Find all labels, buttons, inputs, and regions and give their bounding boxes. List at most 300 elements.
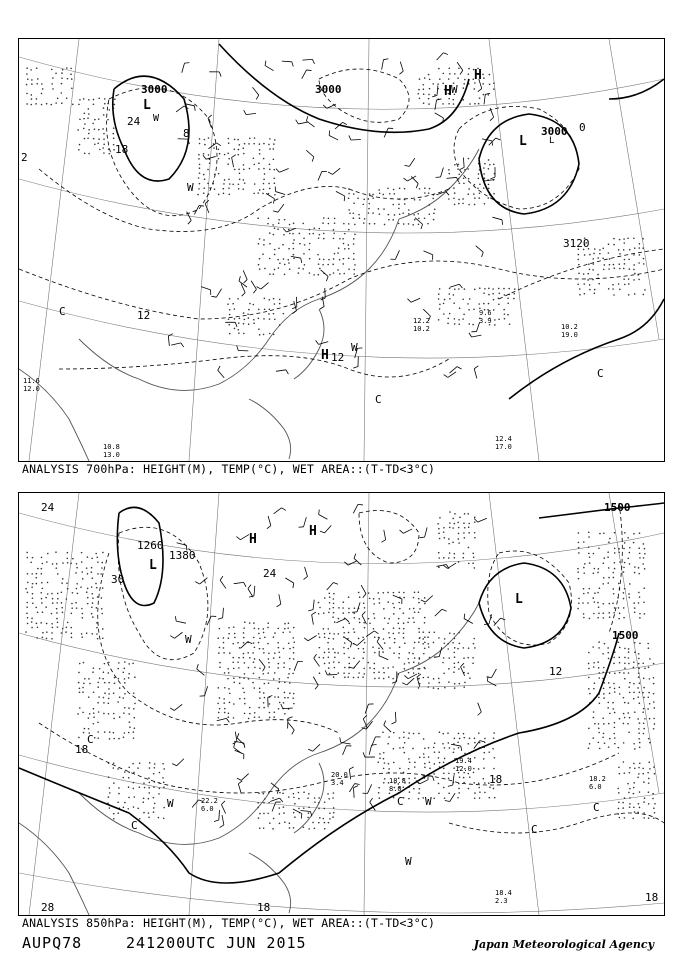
wet-dot: [453, 187, 455, 189]
warm-center: W: [451, 83, 458, 96]
wet-dot: [254, 712, 256, 714]
wind-barb: [336, 191, 345, 196]
wet-dot: [264, 268, 266, 270]
wet-dot: [428, 98, 430, 100]
wet-dot: [633, 661, 635, 663]
wind-barb-flag: [253, 289, 256, 293]
wind-barb: [353, 504, 358, 513]
wind-barb: [384, 530, 386, 540]
wind-barb-flag: [238, 781, 242, 784]
wind-barb-flag: [345, 619, 349, 622]
wind-barb: [367, 784, 371, 793]
wet-dot: [62, 628, 64, 630]
wet-dot: [283, 234, 285, 236]
wet-dot: [228, 158, 230, 160]
wet-dot: [277, 688, 279, 690]
wet-dot: [398, 618, 400, 620]
wet-dot: [507, 314, 509, 316]
wind-barb: [176, 106, 184, 112]
wet-dot: [36, 98, 38, 100]
wet-dot: [477, 187, 479, 189]
wet-dot: [638, 567, 640, 569]
wet-dot: [614, 673, 616, 675]
wet-dot: [337, 633, 339, 635]
wind-barb-flag: [283, 228, 286, 232]
wet-dot: [288, 673, 290, 675]
wet-dot: [439, 308, 441, 310]
wet-dot: [263, 632, 265, 634]
wet-dot: [338, 607, 340, 609]
wet-dot: [289, 631, 291, 633]
wet-dot: [429, 768, 431, 770]
wind-barb-flag: [354, 786, 359, 788]
wet-dot: [128, 777, 130, 779]
wet-dot: [57, 598, 59, 600]
wet-dot: [412, 617, 414, 619]
wet-dot: [51, 623, 53, 625]
wet-dot: [428, 192, 430, 194]
wet-dot: [368, 198, 370, 200]
wet-dot: [438, 319, 440, 321]
wet-dot: [103, 133, 105, 135]
wet-dot: [448, 681, 450, 683]
wet-dot: [643, 801, 645, 803]
map-850hpa: [18, 492, 665, 916]
wet-dot: [488, 288, 490, 290]
wet-dot: [383, 638, 385, 640]
wet-dot: [454, 666, 456, 668]
wind-barb-flag: [320, 307, 324, 310]
wet-dot: [418, 218, 420, 220]
wet-dot: [91, 593, 93, 595]
wet-dot: [473, 638, 475, 640]
wet-dot: [423, 88, 425, 90]
wet-dot: [42, 637, 44, 639]
wet-dot: [294, 803, 296, 805]
wet-dot: [98, 696, 100, 698]
wet-dot: [149, 782, 151, 784]
wet-dot: [363, 602, 365, 604]
wet-dot: [229, 652, 231, 654]
wet-dot: [203, 192, 205, 194]
wet-dot: [259, 648, 261, 650]
wet-dot: [274, 194, 276, 196]
wet-dot: [348, 623, 350, 625]
wet-dot: [638, 767, 640, 769]
wet-dot: [133, 731, 135, 733]
wet-dot: [128, 797, 130, 799]
wet-dot: [42, 632, 44, 634]
wet-dot: [458, 164, 460, 166]
wet-dot: [264, 298, 266, 300]
wet-dot: [61, 602, 63, 604]
wet-dot: [613, 593, 615, 595]
graticule: [19, 493, 664, 915]
wet-dot: [474, 197, 476, 199]
wind-barb-flag: [211, 296, 216, 297]
wet-dot: [26, 552, 28, 554]
wind-barb: [176, 621, 186, 623]
wet-dot: [469, 298, 471, 300]
wet-dot: [457, 522, 459, 524]
wet-dot: [32, 557, 34, 559]
wet-dot: [268, 144, 270, 146]
wind-barb-flag: [478, 89, 482, 92]
wind-barb: [395, 712, 396, 722]
cold-center: C: [531, 823, 538, 836]
wind-barb: [259, 659, 265, 667]
wet-dot: [253, 322, 255, 324]
wet-dot: [288, 622, 290, 624]
wet-dot: [26, 606, 28, 608]
wet-dot: [242, 687, 244, 689]
wet-dot: [642, 711, 644, 713]
wet-dot: [108, 662, 110, 664]
wet-dot: [101, 608, 103, 610]
wet-dot: [438, 298, 440, 300]
wet-dot: [66, 626, 68, 628]
wet-dot: [588, 668, 590, 670]
wet-dot: [32, 583, 34, 585]
wet-dot: [228, 187, 230, 189]
wet-dot: [609, 616, 611, 618]
wet-dot: [333, 232, 335, 234]
wet-dot: [478, 197, 480, 199]
wet-dot: [449, 527, 451, 529]
wet-dot: [338, 618, 340, 620]
wind-barb-flag: [349, 767, 353, 769]
wet-dot: [273, 143, 275, 145]
wet-dot: [624, 588, 626, 590]
wet-dot: [493, 88, 495, 90]
wet-dot: [577, 568, 579, 570]
wet-dot: [649, 718, 651, 720]
wet-dot: [27, 573, 29, 575]
wet-dot: [454, 687, 456, 689]
wind-barb-flag: [383, 59, 388, 60]
wind-barb-flag: [363, 594, 366, 598]
wet-dot: [618, 766, 620, 768]
wet-dot: [424, 603, 426, 605]
cold-center: C: [375, 393, 382, 406]
wind-barb-flag: [459, 284, 462, 288]
wet-dot: [244, 182, 246, 184]
wet-dot: [66, 67, 68, 69]
wet-dot: [578, 542, 580, 544]
wet-dot: [287, 259, 289, 261]
wind-barb-flag: [400, 530, 404, 533]
wet-dot: [374, 636, 376, 638]
wet-dot: [634, 247, 636, 249]
wet-dot: [603, 667, 605, 669]
wet-dot: [583, 593, 585, 595]
wet-dot: [437, 523, 439, 525]
wet-dot: [364, 218, 366, 220]
wet-dot: [372, 212, 374, 214]
wet-dot: [109, 731, 111, 733]
wet-dot: [458, 319, 460, 321]
wet-dot: [382, 194, 384, 196]
wet-dot: [242, 147, 244, 149]
wet-dot: [644, 718, 646, 720]
wet-dot: [30, 561, 32, 563]
wet-dot: [98, 138, 100, 140]
wet-dot: [70, 627, 72, 629]
wet-dot: [37, 626, 39, 628]
wet-dot: [227, 637, 229, 639]
wet-dot: [122, 777, 124, 779]
wet-dot: [638, 803, 640, 805]
wet-dot: [454, 523, 456, 525]
wet-dot: [649, 768, 651, 770]
wind-barb: [288, 722, 294, 730]
wet-dot: [80, 586, 82, 588]
wet-dot: [423, 753, 425, 755]
wet-dot: [87, 117, 89, 119]
wet-dot: [274, 249, 276, 251]
wet-dot: [404, 742, 406, 744]
wind-barb: [238, 784, 241, 794]
wet-dot: [484, 738, 486, 740]
wet-dot: [602, 671, 604, 673]
wet-dot: [473, 557, 475, 559]
wet-dot: [404, 663, 406, 665]
wind-barb-flag: [195, 582, 199, 584]
wet-dot: [129, 721, 131, 723]
wet-dot: [422, 631, 424, 633]
wet-dot: [284, 264, 286, 266]
wet-dot: [219, 662, 221, 664]
wet-dot: [153, 797, 155, 799]
wet-dot: [457, 741, 459, 743]
wet-dot: [88, 728, 90, 730]
wet-dot: [343, 627, 345, 629]
wet-dot: [403, 637, 405, 639]
wet-dot: [46, 638, 48, 640]
wind-barb-flag: [276, 169, 279, 173]
wet-dot: [154, 803, 156, 805]
wet-dot: [448, 557, 450, 559]
wind-barb-flag: [203, 155, 206, 159]
height-labels-700: [141, 83, 590, 250]
wet-dot: [429, 761, 431, 763]
wet-dot: [624, 263, 626, 265]
wet-dot: [104, 731, 106, 733]
wind-barb: [349, 769, 350, 779]
wet-dot: [57, 622, 59, 624]
wet-dot: [648, 817, 650, 819]
wet-dot: [464, 527, 466, 529]
wet-dot: [413, 672, 415, 674]
wet-dot: [493, 299, 495, 301]
height-label: 3000: [141, 83, 168, 96]
wind-barb-flag: [273, 211, 278, 212]
wet-dot: [354, 264, 356, 266]
wet-dot: [348, 268, 350, 270]
wet-dot: [643, 678, 645, 680]
wet-dot: [624, 532, 626, 534]
wet-dot: [484, 782, 486, 784]
wet-dot: [607, 647, 609, 649]
wet-dot: [474, 521, 476, 523]
wet-dot: [428, 646, 430, 648]
wet-dot: [444, 758, 446, 760]
wet-dot: [273, 313, 275, 315]
wet-dot: [99, 677, 101, 679]
wet-dot: [31, 83, 33, 85]
wet-dot: [257, 217, 259, 219]
temp-label: 0: [579, 121, 586, 134]
wet-dot: [293, 812, 295, 814]
wet-dot: [333, 593, 335, 595]
wet-dot: [313, 227, 315, 229]
wet-dot: [419, 78, 421, 80]
wet-dot: [67, 78, 69, 80]
wet-dot: [383, 782, 385, 784]
height-label: 3120: [563, 237, 590, 250]
wet-dot: [51, 593, 53, 595]
wet-dot: [97, 596, 99, 598]
wet-dot: [488, 184, 490, 186]
wet-dot: [474, 517, 476, 519]
wet-dot: [457, 77, 459, 79]
wet-dot: [218, 717, 220, 719]
coastline: [19, 149, 479, 461]
wet-dot: [234, 148, 236, 150]
wet-dot: [393, 762, 395, 764]
wet-dot: [273, 234, 275, 236]
wet-dot: [628, 651, 630, 653]
wet-dot: [342, 263, 344, 265]
wet-dot: [653, 677, 655, 679]
wet-dot: [457, 648, 459, 650]
wet-dot: [358, 648, 360, 650]
wet-dot: [327, 264, 329, 266]
wet-dot: [253, 304, 255, 306]
wet-dot: [363, 673, 365, 675]
wet-dot: [637, 718, 639, 720]
wind-barb: [208, 143, 216, 149]
wet-dot: [248, 667, 250, 669]
wet-dot: [587, 279, 589, 281]
wet-dot: [428, 632, 430, 634]
wet-dot: [83, 118, 85, 120]
wet-dot: [101, 613, 103, 615]
wind-barb: [207, 616, 211, 625]
wet-dot: [648, 666, 650, 668]
cold-center: C: [87, 733, 94, 746]
wind-barb: [261, 283, 269, 289]
wet-dot: [439, 538, 441, 540]
wet-dot: [478, 768, 480, 770]
wet-dot: [104, 682, 106, 684]
wet-dot: [419, 98, 421, 100]
wet-dot: [273, 334, 275, 336]
wind-barb-flag: [306, 116, 307, 121]
wind-barb: [177, 759, 184, 766]
wind-barb-flag: [363, 752, 365, 757]
wind-barb-flag: [490, 117, 494, 120]
wet-dot: [227, 163, 229, 165]
wet-dot: [31, 621, 33, 623]
wet-dot: [599, 253, 601, 255]
wind-barb: [313, 744, 320, 751]
wet-dot: [408, 732, 410, 734]
wet-dot: [289, 268, 291, 270]
wet-dot: [413, 621, 415, 623]
wet-dot: [118, 787, 120, 789]
wet-dot: [413, 608, 415, 610]
wet-dot: [61, 92, 63, 94]
wet-dot: [89, 713, 91, 715]
wet-dot: [318, 808, 320, 810]
wet-dot: [263, 188, 265, 190]
wind-barb-flag: [267, 526, 271, 529]
wet-dot: [94, 128, 96, 130]
wet-dot: [392, 204, 394, 206]
wet-dot: [379, 797, 381, 799]
wet-dot: [348, 258, 350, 260]
wet-dot: [334, 222, 336, 224]
wet-dot: [284, 821, 286, 823]
wet-dot: [309, 243, 311, 245]
warm-center: W: [351, 341, 358, 354]
wet-dot: [227, 668, 229, 670]
wet-dot: [383, 608, 385, 610]
wet-dot: [258, 309, 260, 311]
wet-dot: [608, 243, 610, 245]
wet-dot: [123, 806, 125, 808]
wet-dot: [447, 323, 449, 325]
wet-dot: [408, 618, 410, 620]
wind-barb-flag: [242, 293, 245, 297]
wet-dot: [589, 618, 591, 620]
wet-dot: [383, 768, 385, 770]
wet-dot: [479, 192, 481, 194]
wind-barb: [314, 658, 320, 666]
wet-dot: [458, 542, 460, 544]
temp-label: 28: [41, 901, 55, 914]
wet-dot: [149, 762, 151, 764]
wet-dot: [277, 259, 279, 261]
wet-dot: [464, 169, 466, 171]
wet-dot: [243, 312, 245, 314]
wind-barb-flag: [432, 96, 437, 97]
wet-dot: [289, 682, 291, 684]
wet-dot: [624, 667, 626, 669]
wet-dot: [383, 208, 385, 210]
wet-dot: [433, 631, 435, 633]
wet-dot: [377, 592, 379, 594]
wet-dot: [598, 647, 600, 649]
wet-dot: [247, 313, 249, 315]
wet-dot: [259, 813, 261, 815]
wet-dot: [644, 613, 646, 615]
wet-dot: [593, 613, 595, 615]
wind-barb-flag: [277, 604, 281, 607]
wet-dot: [593, 662, 595, 664]
wet-dot: [214, 188, 216, 190]
wet-dot: [368, 203, 370, 205]
wet-dot: [129, 726, 131, 728]
wet-dot: [144, 787, 146, 789]
wet-dot: [27, 623, 29, 625]
wet-dot: [393, 627, 395, 629]
wet-dot: [113, 767, 115, 769]
wet-dot: [434, 763, 436, 765]
wet-dot: [589, 269, 591, 271]
wet-dot: [462, 203, 464, 205]
